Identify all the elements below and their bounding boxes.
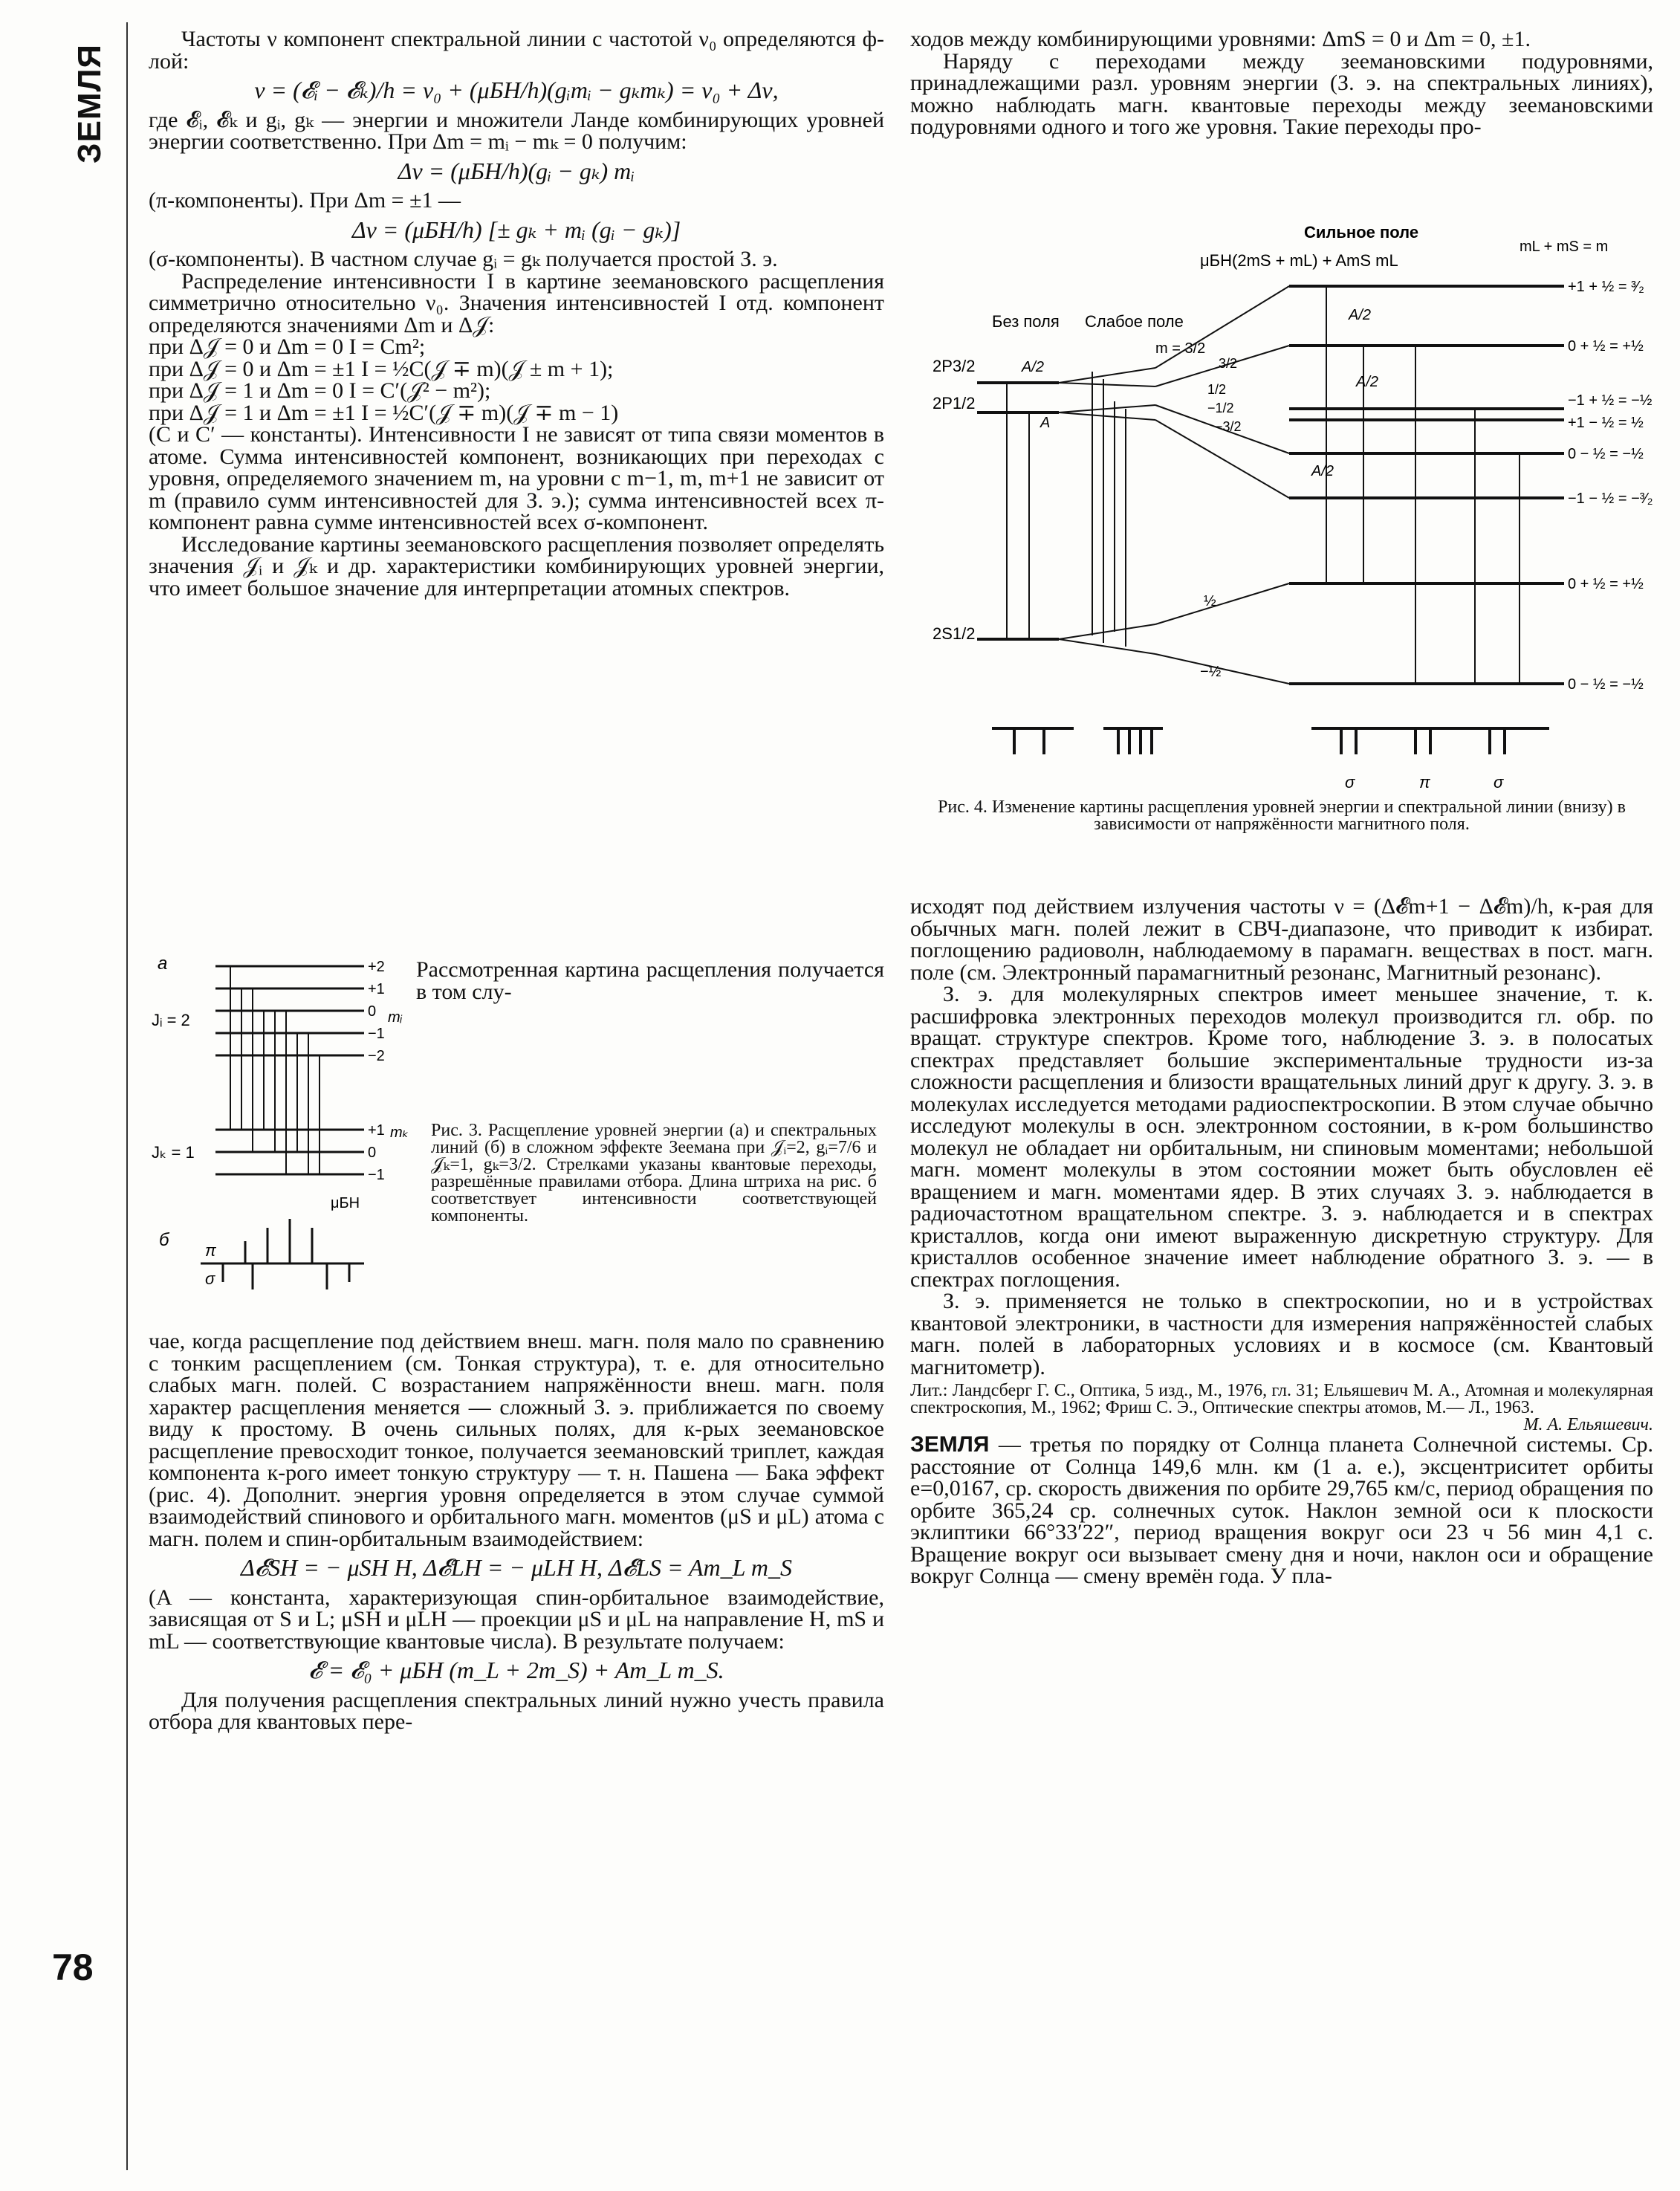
fig3-label-ji: Jᵢ = 2 xyxy=(152,1011,190,1029)
fig4-mhalf: −½ xyxy=(1200,664,1222,680)
fig3-lower-m: +1 xyxy=(368,1122,385,1139)
left-column-bottom xyxy=(149,1330,884,1733)
fig4-strong: Сильное поле xyxy=(1304,223,1419,242)
paragraph: (A — константа, характеризующая спин-орбитальное взаимодействие, зависящая от S и L; μSH и μLH — проекции μS и μL на направление H, mS и mL — соответствующие квантовые числа). В результате получаем: xyxy=(149,1585,884,1654)
paragraph: З. э. для молекулярных спектров имеет меньшее значение, т. к. расшифровка электронных переходов молекул производится гл. обр. по вращат. структуре спектров. Кроме того, наблюдение З. э. в полосатых спектрах представляет большие экспериментальные трудности из-за сложности расщепления и близости вращательных линий друг к другу. З. э. в молекулах исследуется методами радиоспектроскопии. В этом случае обычно исследуют молекулы в осн. электронном состоянии, в к-ром большинство молекул не обладает ни орбитальным, ни спиновым моментами; небольшой магн. момент молекулы в этом состоянии может быть обусловлен её вращением и магн. моментами ядер. В этих случаях З. э. наблюдается в радиочастотном вращательном спектре. З. э. наблюдается и в спектрах кристаллов, когда они имеют выраженную дискретную структуру. Для кристаллов особенное значение имеет наблюдение обратного З. э. — в спектрах поглощения. xyxy=(910,982,1653,1292)
paragraph: исходят под действием излучения частоты ν = (Δ𝓔m+1 − Δ𝓔m)/h, к-рая для обычных магн. полей лежит в СВЧ-диапазоне, что приводит к избират. поглощению радиоволн, наблюдаемому в парамагн. веществах в пост. магн. поле (см. Электронный парамагнитный резонанс, Магнитный резонанс). xyxy=(910,894,1653,985)
fig4-a2: A/2 xyxy=(1349,307,1372,323)
fig3-lower-m: 0 xyxy=(368,1145,377,1161)
formula: ν = (𝓔ᵢ − 𝓔ₖ)/h = ν₀ + (μБH/h)(gᵢmᵢ − gₖmₖ) = ν₀ + Δν, xyxy=(254,77,779,103)
fig4-nofield: Без поля xyxy=(992,312,1060,331)
fig4-ml-ms: mL + mS = m xyxy=(1520,239,1609,255)
fig4-pi: π xyxy=(1419,773,1430,792)
rule-line: при Δ𝒥 = 1 и Δm = ±1 I = ½C′(𝒥 ∓ m)(𝒥 ∓ m − 1) xyxy=(149,400,619,425)
fig4-weak-m: −1/2 xyxy=(1207,401,1234,415)
formula: Δν = (μБH/h) [± gₖ + mᵢ (gᵢ − gₖ)] xyxy=(351,216,681,243)
paragraph: (π-компоненты). При Δm = ±1 — xyxy=(149,188,461,213)
fig4-weak-m: 1/2 xyxy=(1207,382,1227,397)
fig3-mi: mᵢ xyxy=(388,1009,403,1026)
fig4-energy-formula: μБH(2mS + mL) + AmS mL xyxy=(1200,251,1398,270)
fig4-half: ½ xyxy=(1204,593,1216,609)
figure-4 xyxy=(910,223,1653,795)
literature: Лит.: Ландсберг Г. С., Оптика, 5 изд., М., 1976, гл. 31; Ельяшевич М. А., Атомная и молекулярная спектроскопия, М., 1962; Фриш С. Э., Оптические спектры атомов, М.— Л., 1963. xyxy=(910,1381,1653,1417)
paragraph: Частоты ν компонент спектральной линии с частотой ν₀ определяются ф-лой: xyxy=(149,27,884,74)
entry-text: — третья по порядку от Солнца планета Солнечной системы. Ср. расстояние от Солнца 149,6 млн. км (1 а. е.), эксцентриситет орбиты e=0,0167, ср. скорость движения по орбите 29,765 км/с, период обращения по орбите 365,24 ср. солнечных суток. Наклон земной оси к плоскости эклиптики 66°33′22″, период вращения вокруг оси 23 ч 56 мин 4,1 с. Вращение вокруг оси вызывает смену дня и ночи, наклон оси и обращение вокруг Солнца — смену времён года. У пла- xyxy=(910,1432,1653,1588)
formula: Δν = (μБH/h)(gᵢ − gₖ) mᵢ xyxy=(398,157,635,184)
paragraph: (σ-компоненты). В частном случае gᵢ = gₖ получается простой З. э. xyxy=(149,247,778,271)
fig4-m-label: m = 3/2 xyxy=(1155,340,1206,357)
fig4-level: 0 + ½ = +½ xyxy=(1568,576,1644,592)
fig3-muh: μБH xyxy=(331,1195,360,1211)
fig3-upper-m: 0 xyxy=(368,1003,377,1020)
entry-headword: ЗЕМЛЯ xyxy=(910,1432,990,1457)
column-rule xyxy=(126,22,128,2170)
fig4-level: 0 − ½ = −½ xyxy=(1568,446,1644,462)
fig3-label-jk: Jₖ = 1 xyxy=(152,1143,195,1162)
entry-paragraph xyxy=(910,1434,1653,1588)
fig3-upper-m: +1 xyxy=(368,981,385,997)
rule-line: при Δ𝒥 = 0 и Δm = ±1 I = ½C(𝒥 ∓ m)(𝒥 ± m + 1); xyxy=(149,356,614,381)
left-column-wrap xyxy=(416,959,884,1003)
rule-line: при Δ𝒥 = 0 и Δm = 0 I = Cm²; xyxy=(149,334,426,359)
fig3-upper-m: +2 xyxy=(368,959,385,975)
right-column-bottom xyxy=(910,896,1653,1588)
fig4-level: 0 − ½ = −½ xyxy=(1568,676,1644,693)
fig4-a2: A/2 xyxy=(1022,359,1045,375)
fig3-label-b: б xyxy=(159,1230,169,1250)
right-column-top xyxy=(910,28,1653,138)
paragraph: (C и C′ — константы). Интенсивности I не зависят от типа связи моментов в атоме. Сумма интенсивностей компонент, возникающих при переходах с уровня, определяемого значением m, на уровни с m−1, m, m+1 не зависит от m (правило сумм интенсивностей для З. э.); сумма интенсивностей всех π-компонент равна сумме интенсивностей всех σ-компонент. xyxy=(149,422,884,534)
paragraph: З. э. применяется не только в спектроскопии, но и в устройствах квантовой электроники, в частности для измерения напряжённостей слабых магн. полей в лабораторных условиях и в космосе (см. Квантовый магнитометр). xyxy=(910,1289,1653,1379)
fig4-weak: Слабое поле xyxy=(1085,312,1184,331)
fig4-weak-m: 3/2 xyxy=(1219,356,1238,371)
paragraph: Распределение интенсивности I в картине зеемановского расщепления симметрично относительно ν₀. Значения интенсивностей I отд. компонент определяются значениями Δm и Δ𝒥: xyxy=(149,268,884,337)
fig4-level: +1 − ½ = ½ xyxy=(1568,415,1644,431)
fig4-level: −1 + ½ = −½ xyxy=(1568,392,1653,409)
fig3-upper-m: −2 xyxy=(368,1048,385,1064)
fig4-a2: A/2 xyxy=(1311,463,1334,479)
paragraph: Рассмотренная картина расщепления получается в том слу- xyxy=(416,957,884,1004)
formula: 𝓔 = 𝓔₀ + μБH (m_L + 2m_S) + Am_L m_S. xyxy=(308,1657,724,1683)
fig3-pi: π xyxy=(205,1241,216,1260)
fig4-a: A xyxy=(1040,415,1051,431)
fig4-sigma: σ xyxy=(1345,773,1355,792)
fig3-caption: Рис. 3. Расщепление уровней энергии (а) и спектральных линий (б) в сложном эффекте Зеемана при 𝒥ᵢ=2, gᵢ=7/6 и 𝒥ₖ=1, gₖ=3/2. Стрелками указаны квантовые переходы, разрешённые правилами отбора. Длина штриха на рис. б соответствует интенсивности соответствующей компоненты. xyxy=(431,1121,877,1226)
fig4-a2: A/2 xyxy=(1356,374,1379,390)
paragraph: Исследование картины зеемановского расщепления позволяет определять значения 𝒥ᵢ и 𝒥ₖ и др. характеристики комбинирующих уровней энергии, что имеет большое значение для интерпретации атомных спектров. xyxy=(149,531,884,601)
left-column xyxy=(149,28,884,599)
fig4-caption: Рис. 4. Изменение картины расщепления уровней энергии и спектральной линии (внизу) в зависимости от напряжённости магнитного поля. xyxy=(938,797,1626,834)
fig3-label-a: а xyxy=(158,954,168,974)
figure-3 xyxy=(149,951,416,1308)
page-number: 78 xyxy=(52,1946,94,1988)
author: М. А. Ельяшевич. xyxy=(1523,1415,1653,1434)
paragraph: чае, когда расщепление под действием внеш. магн. поля мало по сравнению с тонким расщеплением (см. Тонкая структура), т. е. для относительно слабых магн. полей. С возрастанием напряжённости внеш. магн. поля характер расщепления меняется — сложный З. э. приближается по своему виду к простому. В очень сильных полях, для к-рых зеемановское расщепление превосходит тонкое, получается зеемановский триплет, каждая компонента к-рого имеет тонкую структуру — т. н. Пашена — Бака эффект (рис. 4). Дополнит. энергия уровня определяется в этом случае суммой взаимодействий спинового и орбитального магн. моментов (μS и μL) атома с магн. полем и спин-орбитальным взаимодействием: xyxy=(149,1329,884,1551)
fig4-p12: 2P1/2 xyxy=(933,394,976,412)
paragraph: где 𝓔ᵢ, 𝓔ₖ и gᵢ, gₖ — энергии и множители Ланде комбинирующих уровней энергии соответственно. При Δm = mᵢ − mₖ = 0 получим: xyxy=(149,107,884,154)
rule-line: при Δ𝒥 = 1 и Δm = 0 I = C′(𝒥² − m²); xyxy=(149,378,491,403)
fig4-weak-m: −3/2 xyxy=(1215,419,1242,434)
paragraph: Для получения расщепления спектральных линий нужно учесть правила отбора для квантовых пере- xyxy=(149,1687,884,1734)
fig4-s12: 2S1/2 xyxy=(933,624,976,643)
fig4-sigma: σ xyxy=(1493,773,1504,792)
fig3-mk: mₖ xyxy=(390,1124,409,1141)
fig4-level: 0 + ½ = +½ xyxy=(1568,338,1644,355)
fig4-p32: 2P3/2 xyxy=(933,357,976,375)
paragraph: ходов между комбинирующими уровнями: ΔmS = 0 и Δm = 0, ±1. xyxy=(910,27,1531,51)
fig3-lower-m: −1 xyxy=(368,1167,385,1183)
fig3-sigma: σ xyxy=(205,1269,215,1288)
fig4-level: −1 − ½ = −³⁄₂ xyxy=(1568,491,1653,507)
paragraph: Наряду с переходами между зеемановскими подуровнями, принадлежащими разл. уровням энергии (З. э. на спектральных линиях), можно наблюдать магн. квантовые переходы между зеемановскими подуровнями одного и того же уровня. Такие переходы про- xyxy=(910,48,1653,139)
running-head: ЗЕМЛЯ xyxy=(71,43,108,164)
formula: Δ𝓔SH = − μSH H, Δ𝓔LH = − μLH H, Δ𝓔LS = Am_L m_S xyxy=(241,1554,792,1581)
fig3-upper-m: −1 xyxy=(368,1026,385,1042)
fig4-level: +1 + ½ = ³⁄₂ xyxy=(1568,279,1644,295)
